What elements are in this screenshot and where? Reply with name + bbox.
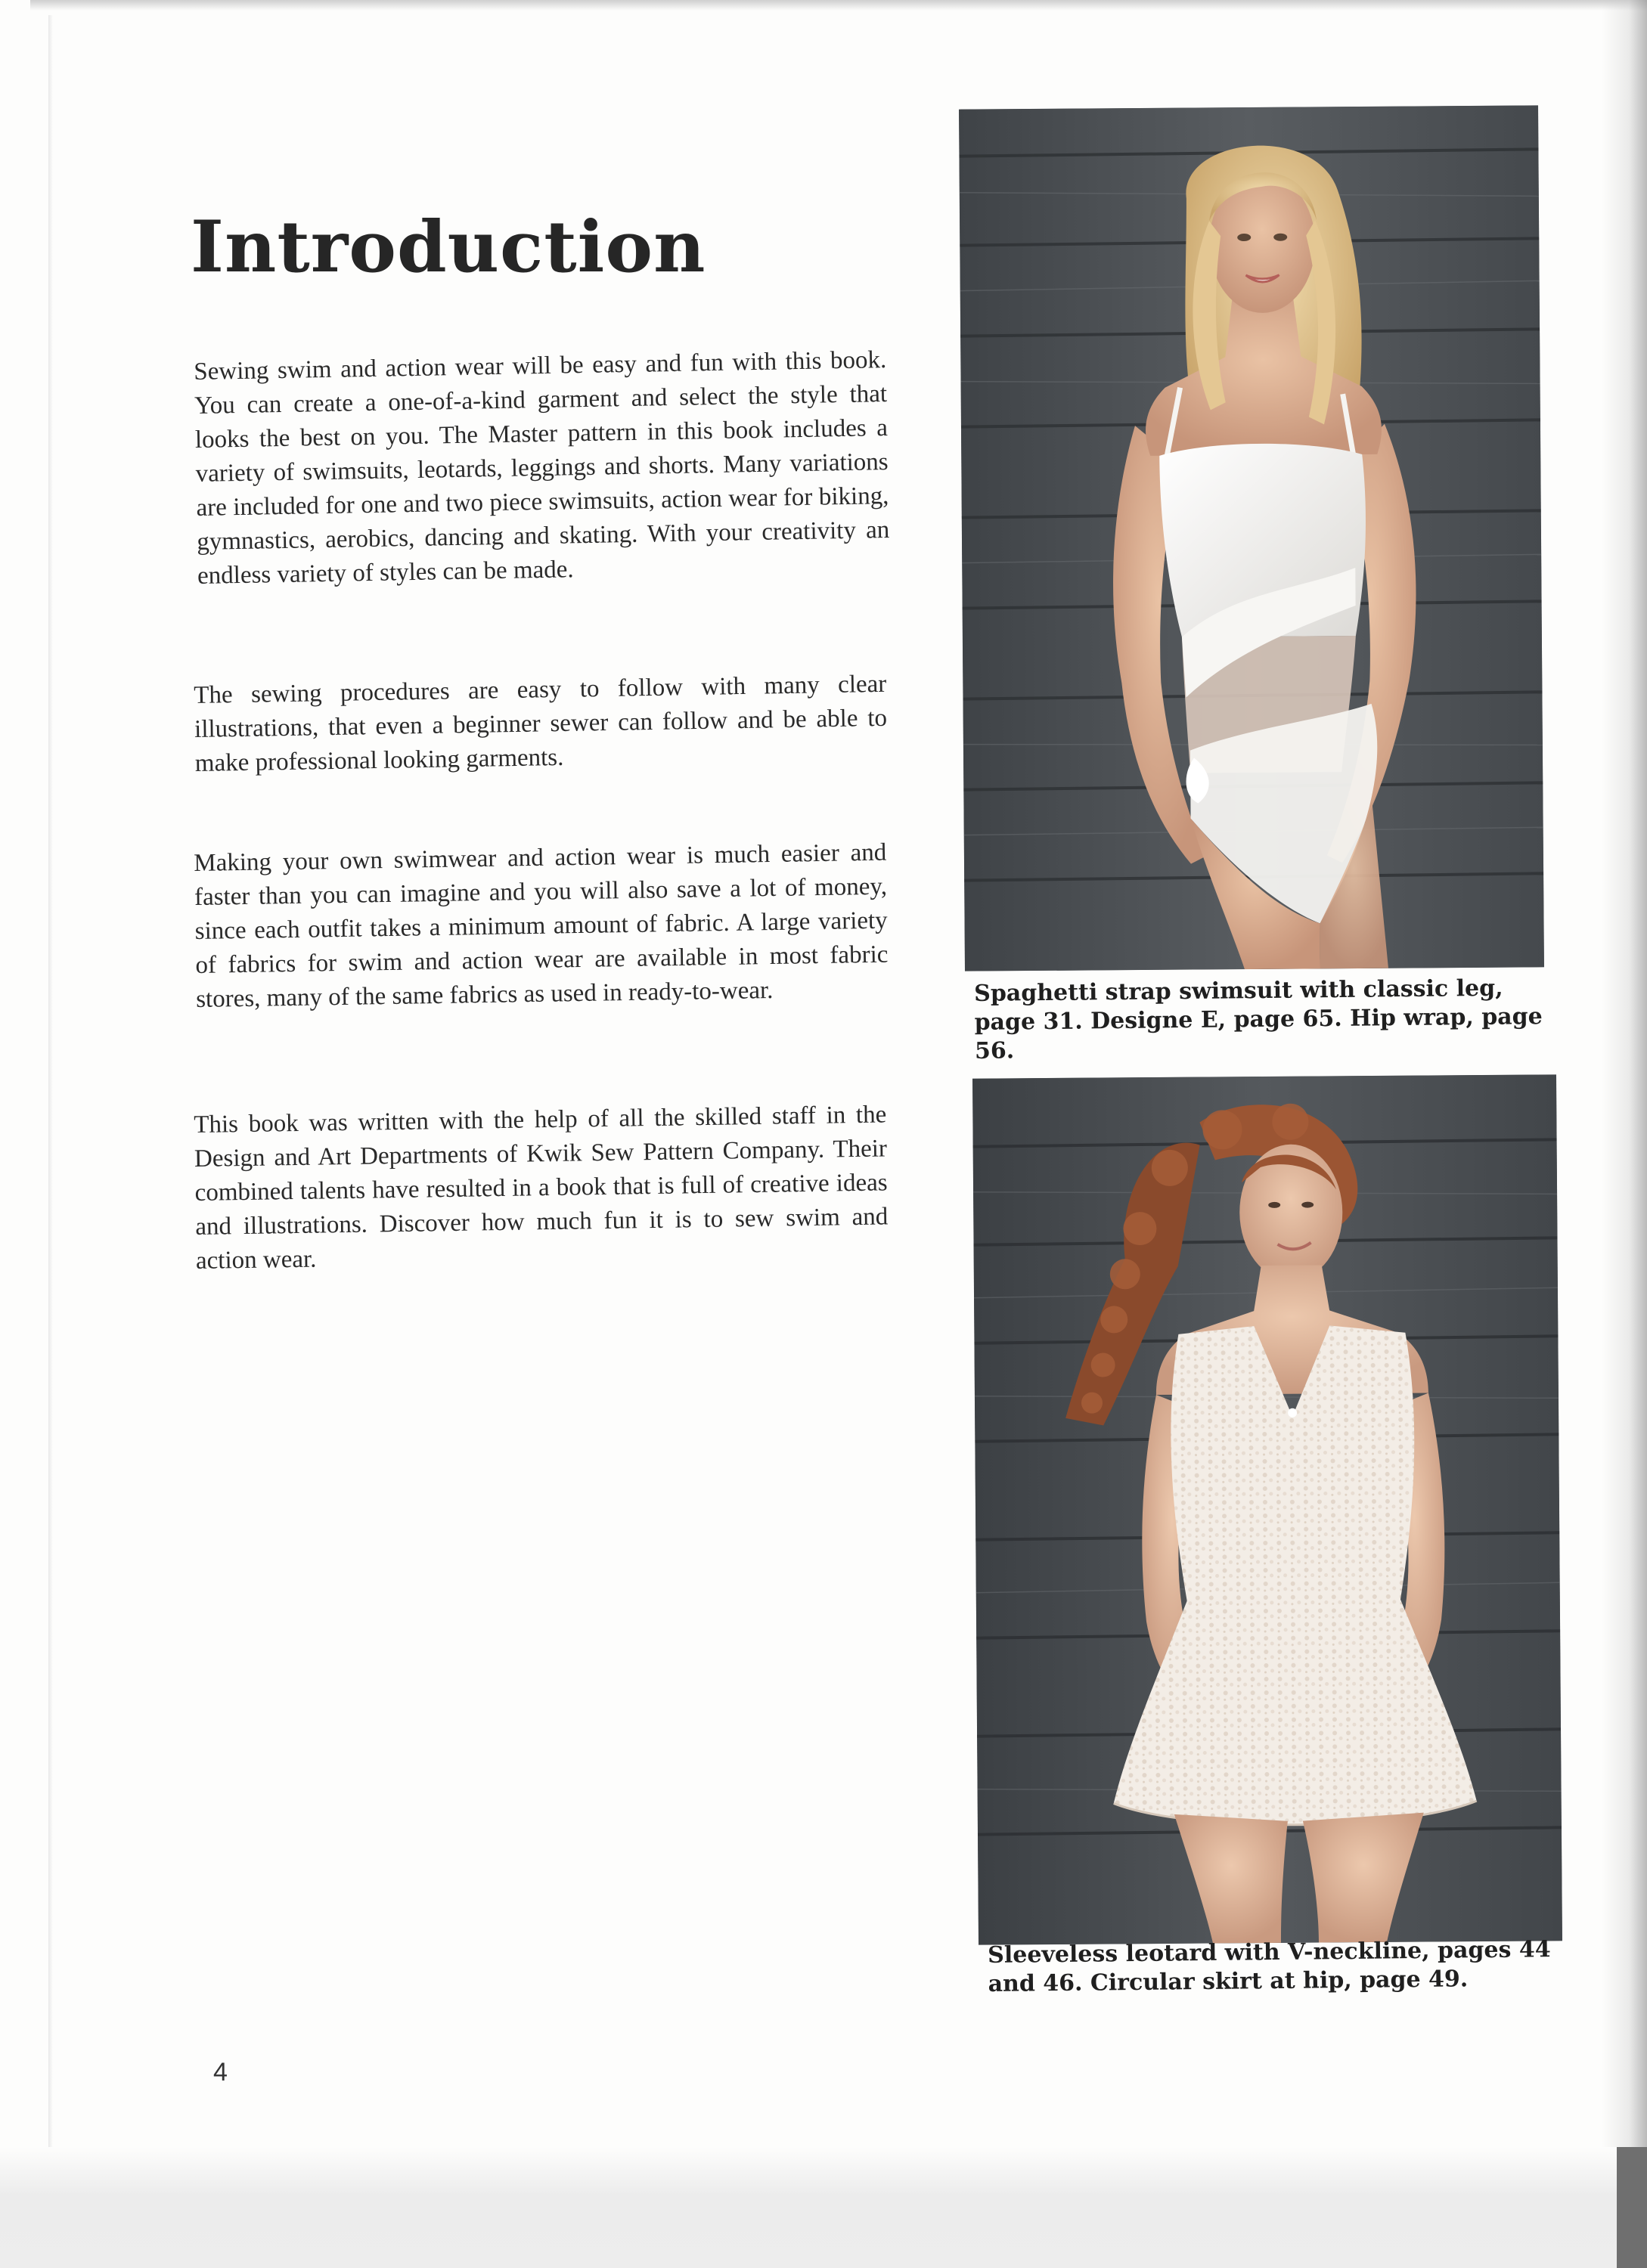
intro-paragraph-1: Sewing swim and action wear will be easy and fun with this book. You can create a one-of-a-kind garment and select the style that looks the best on you. The Master pattern in this book includes a variety of swimsuits, leotards, leggings and shorts. Many variations are included for one and two piece swimsuits, action wear for biking, gymnastics, aerobics, dancing and skating. With your creativity an endless variety of styles can be made. (194, 346, 890, 590)
page-left-edge (48, 15, 53, 2177)
scanner-corner-shadow (1617, 2147, 1647, 2268)
leotard-caption: Sleeveless leotard with V-neckline, pages 44 and 46. Circular skirt at hip, page 49. (988, 1936, 1551, 1997)
page-title: Introduction (191, 206, 706, 289)
leotard-photo (972, 1074, 1562, 1944)
page-top-edge (30, 0, 1647, 11)
swimsuit-caption: Spaghetti strap swimsuit with classic leg, page 31. Designe E, page 65. Hip wrap, page 56. (974, 974, 1543, 1064)
swimsuit-photo-illustration (959, 105, 1544, 971)
intro-paragraph-2: The sewing procedures are easy to follow with many clear illustrations, that even a beginner sewer can follow and be able to make professional looking garments. (194, 670, 888, 777)
page-bottom-edge (0, 2147, 1647, 2268)
intro-paragraph-3: Making your own swimwear and action wear is much easier and faster than you can imagine and you will also save a lot of money, since each outfit takes a minimum amount of fabric. A large variety of fabrics for swim and action wear are available in most fabric stores, many of the same fabrics as used in ready-to-wear. (194, 838, 889, 1013)
leotard-photo-illustration (972, 1074, 1562, 1944)
intro-paragraph-4: This book was written with the help of all the skilled staff in the Design and Art Departments of Kwik Sew Pattern Company. Their combined talents have resulted in a book that is full of creative ideas and illustrations. Discover how much fun it is to sew swim and action wear. (194, 1101, 889, 1275)
page-number: 4 (213, 2058, 228, 2087)
swimsuit-photo (959, 105, 1544, 971)
page-binding-shadow (1602, 0, 1647, 2268)
